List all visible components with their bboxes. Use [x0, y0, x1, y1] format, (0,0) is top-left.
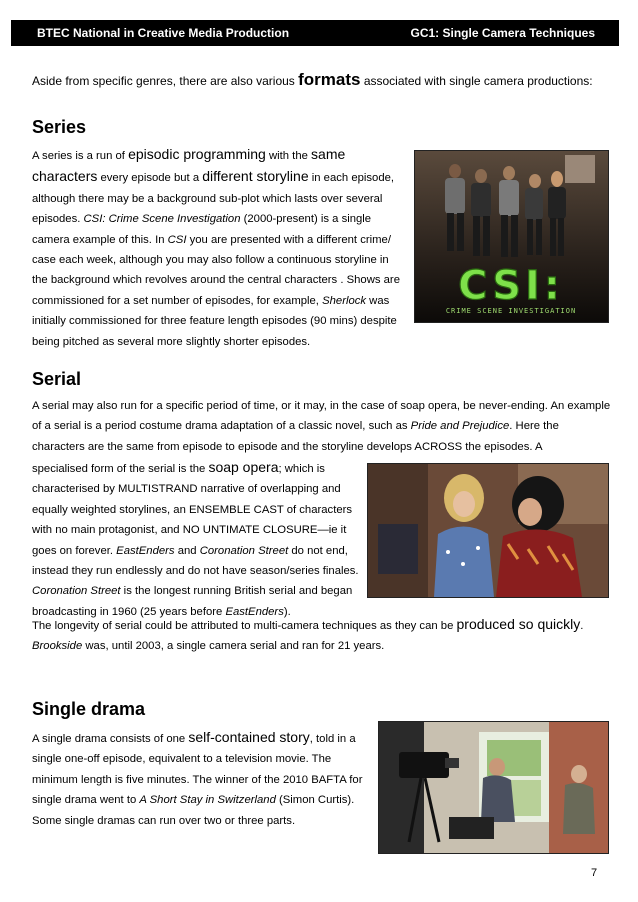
csi-promo-image [414, 150, 609, 323]
film-crew-scene-icon [379, 722, 608, 853]
single-drama-heading: Single drama [32, 699, 146, 719]
svg-text:CRIME SCENE INVESTIGATION: CRIME SCENE INVESTIGATION [445, 307, 577, 315]
intro-paragraph: Aside from specific genres, there are also various formats associated with single camera productions: [32, 70, 593, 89]
header-course-title: BTEC National in Creative Media Production [37, 26, 290, 40]
single-drama-paragraph: A single drama consists of one self-contained story, told in a single one-off episode, equivalent to a television movie. The minimum length is five minutes. The winner of the 2010 BAFTA for single drama went to A Short Stay in Switzerland (Simon Curtis). Some single dramas can run over two or three parts. [32, 729, 363, 827]
header-bar [11, 20, 619, 46]
header-unit-title: GC1: Single Camera Techniques [410, 26, 595, 40]
serial-soap-paragraph: specialised form of the serial is the soap opera; which is characterised by MULTISTRAND narrative of overlapping and equally weighted storylines, an ENSEMBLE CAST of characters with no main protagonist, and NO UNTIMATE CLOSURE—ie it goes on forever. EastEnders and Coronation Street do not end, instead they run endlessly and do not have season/series finales. Coronation Street is the longest running British serial and began broadcasting in 1960 (25 years before EastEnders). [32, 459, 359, 618]
serial-heading: Serial [32, 369, 82, 389]
serial-intro-paragraph: A serial may also run for a specific period of time, or it may, in the case of soap opera, be never-ending. An example of a serial is a period costume drama adaptation of a classic novel, such as Pride and Prejudice. Here the characters are the same from episode to episode and the storyline develops ACROSS the episodes. A [32, 400, 611, 453]
serial-closing-paragraph: The longevity of serial could be attributed to multi-camera techniques as they can be produced so quickly. Brookside was, until 2003, a single camera serial and ran for 21 years. [32, 616, 584, 653]
formats-emphasis: formats [298, 70, 361, 89]
csi-cast-photo-icon [415, 151, 608, 322]
series-paragraph: A series is a run of episodic programming with the same characters every episode but a different storyline in each episode, although there may be a background sub-plot which lasts over several episodes. CSI: Crime Scene Investigation (2000-present) is a single camera example of this. In CSI you are presented with a different crime/ case each week, although you may also follow a continuous storyline in the background which revolves around the central characters . Shows are commissioned for a set number of episodes, for example, Sherlock was initially commissioned for three feature length episodes (90 mins) despite being pitched as several more slightly shorter episodes. [32, 146, 400, 348]
series-heading: Series [32, 117, 87, 137]
soap-opera-image [367, 463, 609, 598]
page-number: 7 [591, 867, 598, 879]
single-drama-image [378, 721, 609, 854]
soap-opera-scene-icon [368, 464, 608, 597]
svg-text:CSI:: CSI: [458, 263, 564, 309]
